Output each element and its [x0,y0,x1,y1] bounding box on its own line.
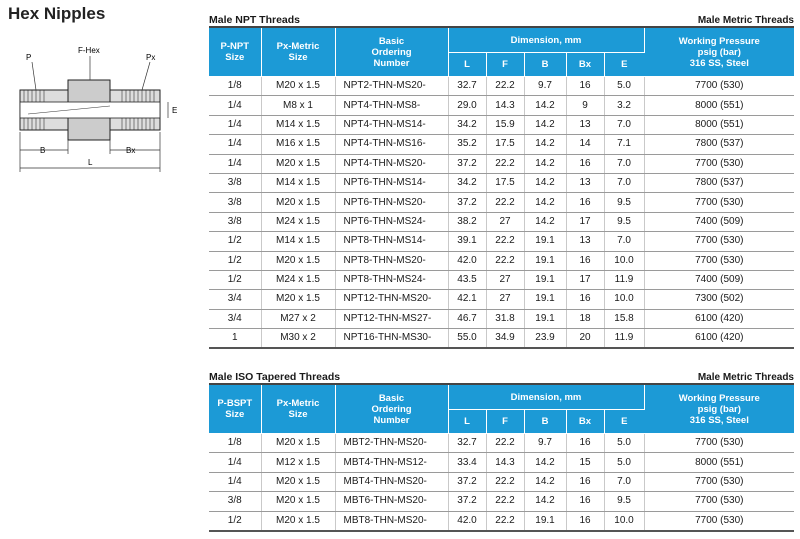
cell-ordering-number: MBT4-THN-MS12- [335,453,448,472]
cell-size: 1/4 [209,96,261,115]
cell-l: 37.2 [448,193,486,212]
cell-ordering-number: NPT12-THN-MS27- [335,309,448,328]
cell-l: 42.1 [448,290,486,309]
cell-size: 1/4 [209,154,261,173]
iso-table-body [209,434,794,531]
col-pressure: Working Pressure psig (bar) 316 SS, Steel [644,28,794,77]
cell-l: 37.2 [448,472,486,491]
cell-ordering-number: NPT4-THN-MS20- [335,154,448,173]
cell-size: 1/8 [209,434,261,453]
cell-size: 3/8 [209,212,261,231]
cell-f: 22.2 [486,511,524,531]
cell-b: 14.2 [524,193,566,212]
cell-size: 3/8 [209,492,261,511]
cell-bx: 16 [566,434,604,453]
cell-pressure: 7400 (509) [644,212,794,231]
cell-metric-size: M20 x 1.5 [261,251,335,270]
cell-metric-size: M16 x 1.5 [261,135,335,154]
cell-bx: 13 [566,115,604,134]
cell-e: 7.0 [604,115,644,134]
cell-ordering-number: NPT6-THN-MS20- [335,193,448,212]
cell-bx: 16 [566,77,604,96]
cell-metric-size: M14 x 1.5 [261,173,335,192]
table-row [209,232,794,251]
cell-metric-size: M20 x 1.5 [261,193,335,212]
cell-e: 7.0 [604,154,644,173]
cell-pressure: 7700 (530) [644,434,794,453]
col-l: L [448,410,486,434]
cell-l: 35.2 [448,135,486,154]
cell-b: 14.2 [524,96,566,115]
cell-l: 38.2 [448,212,486,231]
cell-e: 5.0 [604,453,644,472]
cell-pressure: 8000 (551) [644,115,794,134]
cell-b: 19.1 [524,290,566,309]
cell-l: 29.0 [448,96,486,115]
table-row [209,135,794,154]
cell-metric-size: M20 x 1.5 [261,472,335,491]
cell-f: 27 [486,212,524,231]
cell-b: 9.7 [524,77,566,96]
cell-b: 14.2 [524,492,566,511]
cell-e: 11.9 [604,329,644,349]
cell-ordering-number: MBT8-THN-MS20- [335,511,448,531]
cell-size: 1/4 [209,115,261,134]
cell-b: 14.2 [524,154,566,173]
cell-pressure: 7700 (530) [644,77,794,96]
table-row [209,154,794,173]
col-bx: Bx [566,410,604,434]
col-e: E [604,53,644,77]
col-ordering: Basic Ordering Number [335,28,448,77]
cell-bx: 16 [566,290,604,309]
cell-pressure: 7700 (530) [644,251,794,270]
col-pressure: Working Pressure psig (bar) 316 SS, Steel [644,385,794,434]
cell-metric-size: M20 x 1.5 [261,511,335,531]
cell-pressure: 7300 (502) [644,290,794,309]
iso-section-header [209,369,794,385]
cell-size: 1 [209,329,261,349]
cell-pressure: 7800 (537) [644,173,794,192]
col-f: F [486,53,524,77]
cell-f: 14.3 [486,96,524,115]
cell-l: 37.2 [448,154,486,173]
cell-e: 5.0 [604,77,644,96]
cell-f: 22.2 [486,193,524,212]
cell-bx: 16 [566,154,604,173]
cell-l: 32.7 [448,77,486,96]
cell-pressure: 7700 (530) [644,232,794,251]
cell-bx: 13 [566,232,604,251]
cell-metric-size: M24 x 1.5 [261,212,335,231]
cell-ordering-number: NPT8-THN-MS14- [335,232,448,251]
cell-ordering-number: NPT8-THN-MS24- [335,270,448,289]
cell-metric-size: M12 x 1.5 [261,453,335,472]
npt-table-head [209,28,794,77]
cell-bx: 17 [566,270,604,289]
table-row [209,212,794,231]
label-b: B [40,146,46,155]
cell-b: 14.2 [524,115,566,134]
col-metric: Px-Metric Size [261,28,335,77]
cell-size: 1/2 [209,232,261,251]
cell-pressure: 7700 (530) [644,154,794,173]
cell-e: 11.9 [604,270,644,289]
cell-f: 22.2 [486,77,524,96]
cell-bx: 14 [566,135,604,154]
cell-f: 14.3 [486,453,524,472]
cell-bx: 16 [566,251,604,270]
iso-title: Male ISO Tapered Threads [209,371,341,383]
cell-e: 5.0 [604,434,644,453]
cell-bx: 16 [566,472,604,491]
cell-metric-size: M20 x 1.5 [261,290,335,309]
cell-f: 31.8 [486,309,524,328]
cell-f: 22.2 [486,154,524,173]
cell-bx: 9 [566,96,604,115]
table-row [209,251,794,270]
table-row [209,77,794,96]
cell-e: 7.0 [604,173,644,192]
cell-b: 19.1 [524,232,566,251]
cell-l: 42.0 [448,511,486,531]
col-e: E [604,410,644,434]
cell-b: 9.7 [524,434,566,453]
cell-metric-size: M24 x 1.5 [261,270,335,289]
cell-pressure: 6100 (420) [644,309,794,328]
cell-bx: 16 [566,511,604,531]
cell-size: 1/4 [209,453,261,472]
cell-size: 1/2 [209,251,261,270]
table-row [209,492,794,511]
cell-f: 27 [486,270,524,289]
cell-l: 43.5 [448,270,486,289]
iso-table [209,385,794,532]
npt-table-body [209,77,794,349]
cell-metric-size: M30 x 2 [261,329,335,349]
cell-bx: 17 [566,212,604,231]
cell-ordering-number: MBT4-THN-MS20- [335,472,448,491]
cell-size: 1/8 [209,77,261,96]
cell-b: 14.2 [524,135,566,154]
cell-e: 9.5 [604,193,644,212]
cell-metric-size: M8 x 1 [261,96,335,115]
cell-b: 19.1 [524,270,566,289]
cell-e: 7.0 [604,232,644,251]
cell-bx: 18 [566,309,604,328]
cell-l: 42.0 [448,251,486,270]
table-row [209,290,794,309]
label-l: L [88,158,93,167]
cell-l: 55.0 [448,329,486,349]
col-b: B [524,410,566,434]
cell-e: 9.5 [604,492,644,511]
cell-pressure: 7400 (509) [644,270,794,289]
col-size: P-BSPT Size [209,385,261,434]
cell-size: 3/8 [209,173,261,192]
cell-b: 19.1 [524,251,566,270]
table-row [209,309,794,328]
table-row [209,270,794,289]
label-bx: Bx [126,146,136,155]
cell-ordering-number: NPT6-THN-MS24- [335,212,448,231]
npt-title: Male NPT Threads [209,14,301,26]
col-ordering: Basic Ordering Number [335,385,448,434]
cell-size: 3/4 [209,309,261,328]
cell-e: 10.0 [604,511,644,531]
cell-pressure: 7800 (537) [644,135,794,154]
table-row [209,173,794,192]
cell-b: 19.1 [524,309,566,328]
cell-e: 10.0 [604,251,644,270]
table-row [209,453,794,472]
iso-table-head [209,385,794,434]
cell-metric-size: M20 x 1.5 [261,434,335,453]
cell-metric-size: M20 x 1.5 [261,154,335,173]
iso-metric-title: Male Metric Threads [697,372,794,383]
table-row [209,434,794,453]
cell-e: 10.0 [604,290,644,309]
cell-ordering-number: NPT16-THN-MS30- [335,329,448,349]
cell-f: 22.2 [486,472,524,491]
cell-size: 1/2 [209,511,261,531]
hex-nipple-diagram [10,40,180,180]
col-bx: Bx [566,53,604,77]
cell-metric-size: M20 x 1.5 [261,77,335,96]
iso-section [209,369,794,532]
cell-f: 34.9 [486,329,524,349]
label-fhex: F-Hex [78,46,100,55]
cell-ordering-number: MBT2-THN-MS20- [335,434,448,453]
cell-size: 3/4 [209,290,261,309]
cell-ordering-number: NPT4-THN-MS14- [335,115,448,134]
cell-pressure: 7700 (530) [644,472,794,491]
cell-bx: 13 [566,173,604,192]
npt-section [209,12,794,349]
cell-f: 17.5 [486,135,524,154]
table-row [209,96,794,115]
cell-bx: 16 [566,492,604,511]
col-b: B [524,53,566,77]
cell-l: 34.2 [448,115,486,134]
table-row [209,329,794,349]
cell-f: 27 [486,290,524,309]
npt-section-header [209,12,794,28]
cell-pressure: 7700 (530) [644,193,794,212]
col-dimension: Dimension, mm [448,28,644,53]
table-row [209,193,794,212]
cell-metric-size: M27 x 2 [261,309,335,328]
cell-b: 19.1 [524,511,566,531]
col-dimension: Dimension, mm [448,385,644,410]
cell-b: 14.2 [524,472,566,491]
cell-pressure: 8000 (551) [644,453,794,472]
cell-metric-size: M20 x 1.5 [261,492,335,511]
cell-ordering-number: NPT6-THN-MS14- [335,173,448,192]
label-px: Px [146,53,156,62]
col-f: F [486,410,524,434]
cell-pressure: 7700 (530) [644,511,794,531]
cell-bx: 15 [566,453,604,472]
label-e: E [172,106,178,115]
cell-size: 1/4 [209,472,261,491]
table-row [209,115,794,134]
cell-e: 7.0 [604,472,644,491]
col-size: P-NPT Size [209,28,261,77]
table-row [209,472,794,491]
cell-size: 1/2 [209,270,261,289]
cell-ordering-number: NPT2-THN-MS20- [335,77,448,96]
page-title: Hex Nipples [8,4,106,23]
cell-f: 17.5 [486,173,524,192]
cell-l: 37.2 [448,492,486,511]
col-l: L [448,53,486,77]
cell-e: 7.1 [604,135,644,154]
cell-bx: 20 [566,329,604,349]
cell-e: 3.2 [604,96,644,115]
cell-pressure: 6100 (420) [644,329,794,349]
cell-b: 23.9 [524,329,566,349]
cell-l: 46.7 [448,309,486,328]
cell-l: 33.4 [448,453,486,472]
cell-l: 39.1 [448,232,486,251]
cell-pressure: 7700 (530) [644,492,794,511]
col-metric: Px-Metric Size [261,385,335,434]
cell-f: 22.2 [486,434,524,453]
cell-b: 14.2 [524,173,566,192]
cell-e: 9.5 [604,212,644,231]
cell-f: 22.2 [486,251,524,270]
cell-e: 15.8 [604,309,644,328]
npt-metric-title: Male Metric Threads [697,15,794,26]
cell-metric-size: M14 x 1.5 [261,115,335,134]
cell-ordering-number: NPT4-THN-MS16- [335,135,448,154]
cell-f: 22.2 [486,492,524,511]
cell-f: 15.9 [486,115,524,134]
cell-b: 14.2 [524,453,566,472]
cell-l: 32.7 [448,434,486,453]
cell-bx: 16 [566,193,604,212]
cell-ordering-number: MBT6-THN-MS20- [335,492,448,511]
npt-table [209,28,794,349]
cell-b: 14.2 [524,212,566,231]
cell-size: 3/8 [209,193,261,212]
table-row [209,511,794,531]
cell-metric-size: M14 x 1.5 [261,232,335,251]
cell-ordering-number: NPT12-THN-MS20- [335,290,448,309]
cell-ordering-number: NPT8-THN-MS20- [335,251,448,270]
cell-ordering-number: NPT4-THN-MS8- [335,96,448,115]
cell-f: 22.2 [486,232,524,251]
cell-pressure: 8000 (551) [644,96,794,115]
label-p: P [26,53,32,62]
cell-size: 1/4 [209,135,261,154]
cell-l: 34.2 [448,173,486,192]
